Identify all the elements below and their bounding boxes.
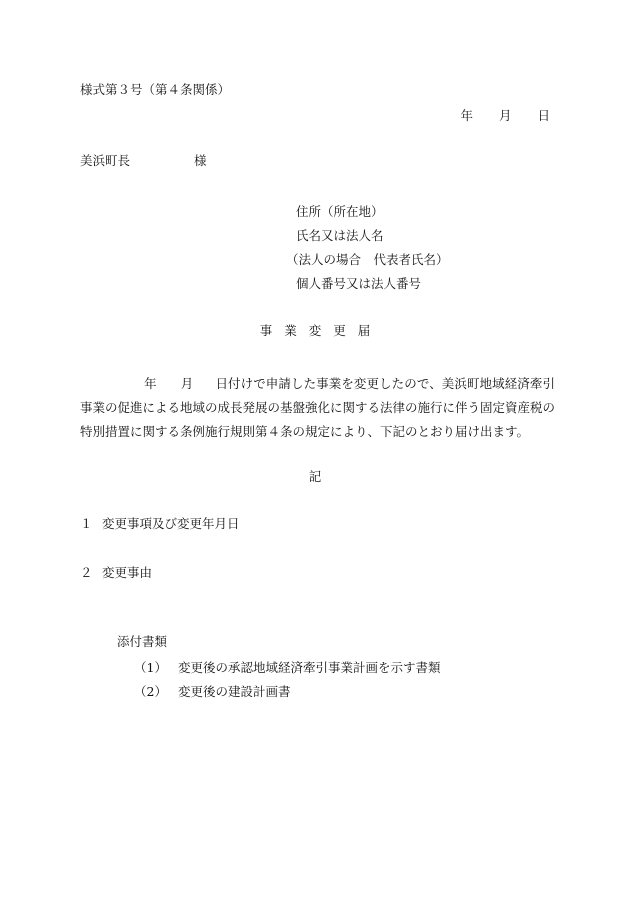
item-change-details (80, 518, 240, 531)
title-char: 変 (308, 323, 322, 338)
item-change-reason (80, 567, 152, 580)
item-label: 変更事項及び変更年月日 (102, 516, 240, 531)
representative-label: （法人の場合 代表者氏名） (286, 252, 449, 267)
addressee-name: 美浜町長 (80, 153, 131, 168)
date-year-label: 年 (460, 108, 473, 123)
attachment-number: （1） (134, 660, 167, 675)
item-label: 変更事由 (102, 565, 153, 580)
title-char: 事 (259, 323, 273, 338)
attachment-item (134, 686, 291, 699)
body-text: 日付けで申請した事業を変更したので、美浜町地域経済牽引事業の促進による地域の成長発展の基盤強化に関する法律の施行に伴う固定資産税の特別措置に関する条例施行規則第４条の規定により、下記のとおり届け出ます。 (80, 376, 556, 439)
body-paragraph (80, 372, 555, 444)
ki-heading: 記 (308, 469, 322, 484)
attachments-heading: 添付書類 (117, 634, 168, 649)
name-label: 氏名又は法人名 (296, 228, 384, 243)
attachment-label: 変更後の承認地域経済牽引事業計画を示す書類 (178, 660, 441, 675)
document-title (0, 325, 630, 338)
date-line (0, 110, 550, 123)
body-month-label: 月 (180, 376, 194, 391)
attachment-number: （2） (134, 684, 167, 699)
body-year-label: 年 (144, 376, 157, 391)
identification-number-label: 個人番号又は法人番号 (296, 276, 422, 291)
title-char: 更 (333, 323, 346, 338)
address-label: 住所（所在地） (296, 204, 384, 219)
date-month-label: 月 (498, 108, 512, 123)
attachment-item (134, 662, 441, 675)
item-number: ２ (80, 565, 93, 580)
form-number: 様式第３号（第４条関係） (80, 82, 231, 97)
title-char: 業 (284, 323, 297, 338)
attachment-label: 変更後の建設計画書 (178, 684, 291, 699)
date-day-label: 日 (537, 108, 550, 123)
addressee-honorific: 様 (194, 153, 207, 168)
title-char: 届 (357, 323, 371, 338)
item-number: １ (80, 516, 93, 531)
